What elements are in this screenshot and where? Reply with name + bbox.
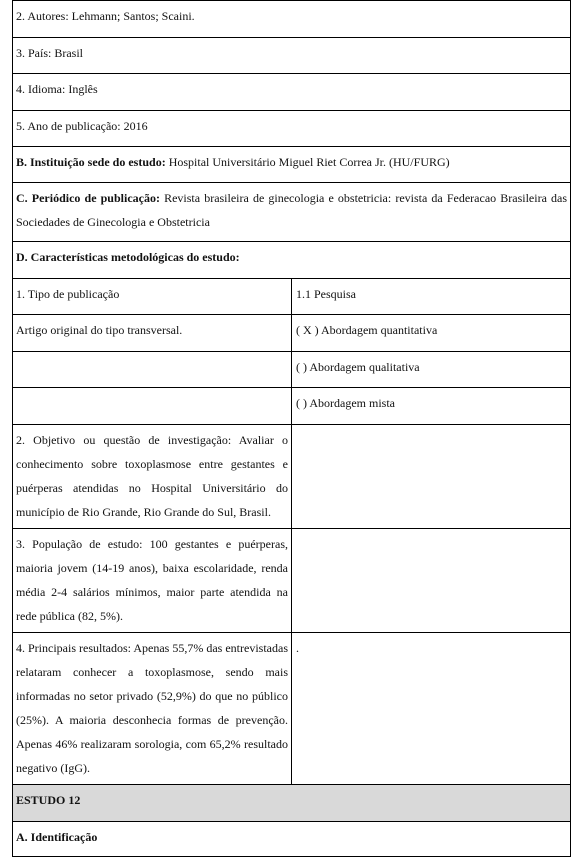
periodico-cell bbox=[13, 183, 571, 242]
tipo-label-cell: 1. Tipo de publicação bbox=[13, 279, 292, 315]
empty-cell bbox=[13, 388, 292, 425]
pesquisa-label-cell: 1.1 Pesquisa bbox=[292, 279, 571, 315]
populacao-cell: 3. População de estudo: 100 gestantes e puérperas, maioria jovem (14-19 anos), baixa escolaridade, renda média 2-4 salários mínimos, maior parte atendida na rede pública (82, 5%). bbox=[13, 529, 292, 633]
row-instituicao bbox=[13, 147, 571, 183]
empty-cell bbox=[13, 352, 292, 388]
empty-cell bbox=[292, 529, 571, 633]
tipo-value-cell: Artigo original do tipo transversal. bbox=[13, 315, 292, 352]
periodico-label: C. Periódico de publicação: bbox=[16, 191, 160, 205]
instituicao-cell bbox=[13, 147, 571, 183]
objetivo-cell: 2. Objetivo ou questão de investigação: Avaliar o conhecimento sobre toxoplasmose entre gestantes e puérperas atendidas no Hospital Universitário do município de Rio Grande, Rio Grande do Sul, Brasil. bbox=[13, 425, 292, 529]
instituicao-label: B. Instituição sede do estudo: bbox=[16, 155, 166, 169]
autores-cell: 2. Autores: Lehmann; Santos; Scaini. bbox=[13, 1, 571, 38]
row-autores bbox=[13, 1, 571, 38]
row-tipo bbox=[13, 279, 571, 315]
qualitativa-option: ( ) Abordagem qualitativa bbox=[292, 352, 571, 388]
row-populacao bbox=[13, 529, 571, 633]
row-periodico bbox=[13, 183, 571, 242]
row-resultados bbox=[13, 633, 571, 785]
quantitativa-option: ( X ) Abordagem quantitativa bbox=[292, 315, 571, 352]
row-idioma bbox=[13, 74, 571, 111]
study-table bbox=[12, 0, 571, 857]
idioma-cell: 4. Idioma: Inglês bbox=[13, 74, 571, 111]
resultados-right-cell: . bbox=[292, 633, 571, 785]
caracteristicas-cell: D. Características metodológicas do estudo: bbox=[13, 242, 571, 279]
ano-cell: 5. Ano de publicação: 2016 bbox=[13, 111, 571, 147]
pais-cell: 3. País: Brasil bbox=[13, 38, 571, 74]
instituicao-value: Hospital Universitário Miguel Riet Correa Jr. (HU/FURG) bbox=[165, 155, 450, 169]
row-pais bbox=[13, 38, 571, 74]
row-qualitativa bbox=[13, 352, 571, 388]
study-form bbox=[12, 0, 571, 857]
identificacao-heading: A. Identificação bbox=[13, 822, 571, 857]
row-ano bbox=[13, 111, 571, 147]
row-caracteristicas bbox=[13, 242, 571, 279]
estudo-heading: ESTUDO 12 bbox=[13, 785, 571, 822]
periodico-value: Revista brasileira de ginecologia e obstetricia: revista da Federacao Brasileira das Sociedades de Ginecologia e Obstetricia bbox=[16, 191, 568, 229]
empty-cell bbox=[292, 425, 571, 529]
row-estudo bbox=[13, 785, 571, 822]
mista-option: ( ) Abordagem mista bbox=[292, 388, 571, 425]
row-mista bbox=[13, 388, 571, 425]
resultados-cell: 4. Principais resultados: Apenas 55,7% das entrevistadas relataram conhecer a toxoplasmose, sendo mais informadas no setor privado (52,9%) do que no público (25%). A maioria desconhecia formas de prevenção. Apenas 46% realizaram sorologia, com 65,2% resultado negativo (IgG). bbox=[13, 633, 292, 785]
row-objetivo bbox=[13, 425, 571, 529]
row-tipo-value bbox=[13, 315, 571, 352]
